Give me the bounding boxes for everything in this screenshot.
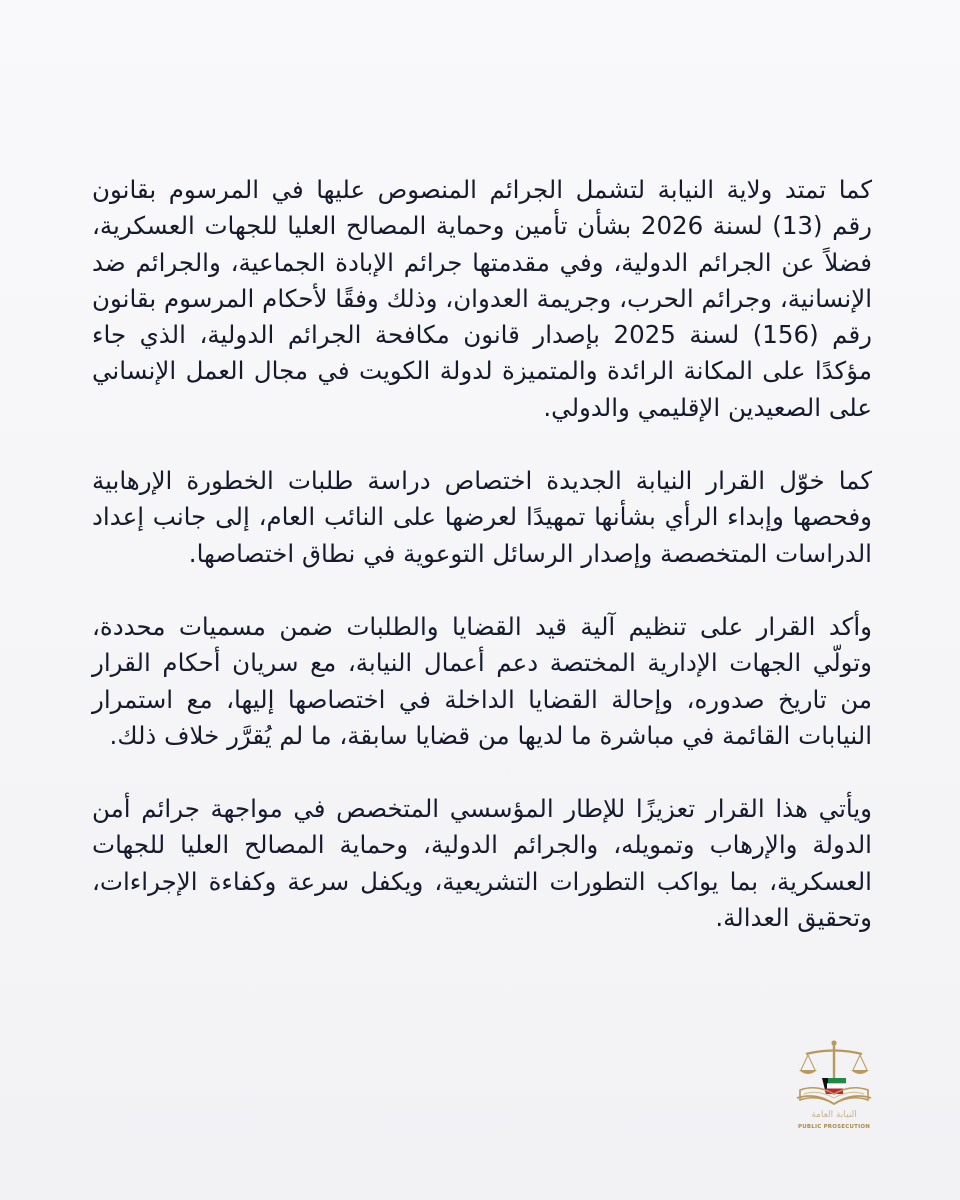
logo-arabic-name: النيابة العامة: [811, 1110, 857, 1120]
article-paragraph: ويأتي هذا القرار تعزيزًا للإطار المؤسسي المتخصص في مواجهة جرائم أمن الدولة والإرهاب وتمويله، والجرائم الدولية، وحماية المصالح العليا للجهات العسكرية، بما يواكب التطورات التشريعية، ويكفل سرعة وكفاءة الإجراءات، وتحقيق العدالة.: [92, 794, 872, 933]
logo-english-name: PUBLIC PROSECUTION: [797, 1124, 871, 1130]
public-prosecution-logo: [792, 1038, 876, 1138]
article-body: [92, 172, 872, 936]
article-paragraph: كما تمتد ولاية النيابة لتشمل الجرائم المنصوص عليها في المرسوم بقانون رقم (13) لسنة 2026 بشأن تأمين وحماية المصالح العليا للجهات العسكرية، فضلاً عن الجرائم الدولية، وفي مقدمتها جرائم الإبادة الجماعية، والجرائم ضد الإنسانية، وجرائم الحرب، وجريمة العدوان، وذلك وفقًا لأحكام المرسوم بقانون رقم (156) لسنة 2025 بإصدار قانون مكافحة الجرائم الدولية، الذي جاء مؤكدًا على المكانة الرائدة والمتميزة لدولة الكويت في مجال العمل الإنساني على الصعيدين الإقليمي والدولي.: [92, 175, 872, 422]
article-paragraph: كما خوّل القرار النيابة الجديدة اختصاص دراسة طلبات الخطورة الإرهابية وفحصها وإبداء الرأي بشأنها تمهيدًا لعرضها على النائب العام، إلى جانب إعداد الدراسات المتخصصة وإصدار الرسائل التوعوية في نطاق اختصاصها.: [92, 466, 872, 568]
article-paragraph: وأكد القرار على تنظيم آلية قيد القضايا والطلبات ضمن مسميات محددة، وتولّي الجهات الإدارية المختصة دعم أعمال النيابة، مع سريان أحكام القرار من تاريخ صدوره، وإحالة القضايا الداخلة في اختصاصها إليها، مع استمرار النيابات القائمة في مباشرة ما لديها من قضايا سابقة، ما لم يُقرَّر خلاف ذلك.: [92, 611, 872, 750]
scales-of-justice-book-icon: [792, 1038, 876, 1110]
